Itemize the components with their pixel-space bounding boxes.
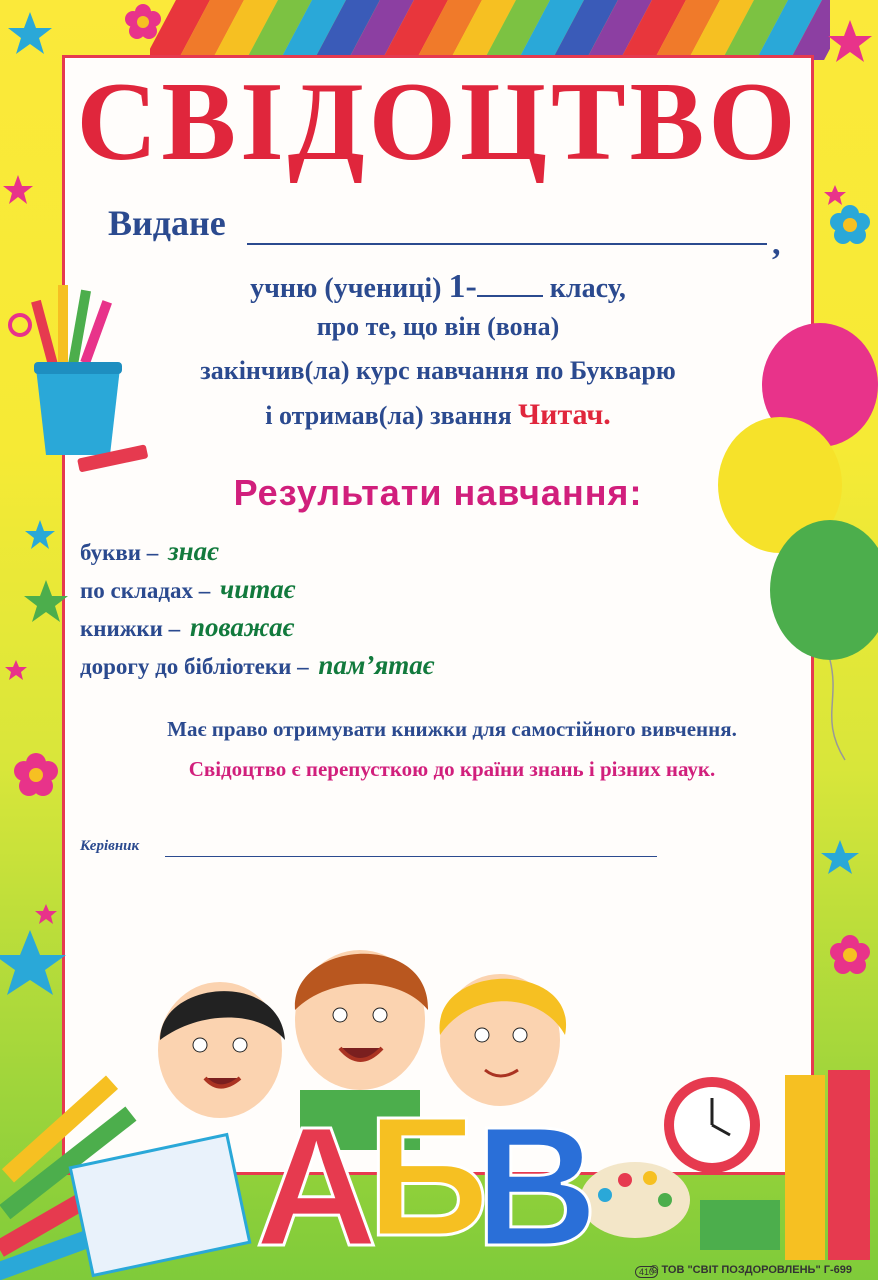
- product-code: 410: [635, 1266, 658, 1278]
- result-verb: поважає: [189, 612, 294, 642]
- result-item: [80, 650, 434, 688]
- result-item: [80, 612, 434, 650]
- result-subject: книжки –: [80, 616, 181, 641]
- publisher-footer: © ТОВ "СВІТ ПОЗДОРОВЛЕНЬ" Г-699: [650, 1264, 852, 1276]
- result-subject: по складах –: [80, 578, 211, 603]
- letter-b: Б: [367, 1082, 490, 1272]
- result-item: [80, 574, 434, 612]
- certificate-title: СВІДОЦТВО: [76, 60, 800, 184]
- text-line-3: закінчив(ла) курс навчання по Букварю: [200, 356, 676, 385]
- clock-icon: [664, 1077, 760, 1173]
- issued-label: Видане: [108, 203, 226, 243]
- balloon-icon: [718, 323, 878, 760]
- head-label: Керівник: [80, 838, 140, 854]
- title-line: [62, 398, 814, 432]
- grade-line-suffix: класу,: [549, 273, 626, 304]
- results-heading: Результати навчання:: [233, 472, 643, 513]
- grade-field-line: [477, 295, 543, 297]
- result-verb: читає: [220, 574, 295, 604]
- letter-a: А: [255, 1092, 378, 1282]
- signature-line: [165, 856, 657, 857]
- issued-comma: ,: [772, 225, 781, 262]
- result-item: [80, 536, 434, 574]
- text-line-2: про те, що він (вона): [316, 312, 560, 341]
- grade-number: 1-: [448, 268, 477, 305]
- reader-title: Читач: [518, 398, 604, 431]
- name-field-line: [247, 243, 767, 245]
- letters-block: [255, 1082, 605, 1282]
- reader-title-dot: .: [603, 398, 611, 431]
- result-verb: пам’ятає: [318, 650, 434, 680]
- pass-statement: Свідоцтво є перепусткою до країни знань і різних наук.: [188, 757, 716, 781]
- rights-statement: Має право отримувати книжки для самостійного вивчення.: [167, 717, 737, 741]
- letter-v: В: [475, 1092, 598, 1282]
- results-list: [80, 536, 434, 688]
- result-subject: букви –: [80, 540, 159, 565]
- grade-line: [62, 268, 814, 306]
- title-line-prefix: і отримав(ла) звання: [265, 401, 512, 430]
- result-subject: дорогу до бібліотеки –: [80, 654, 309, 679]
- grade-line-prefix: учню (учениці): [250, 273, 442, 304]
- result-verb: знає: [168, 536, 219, 566]
